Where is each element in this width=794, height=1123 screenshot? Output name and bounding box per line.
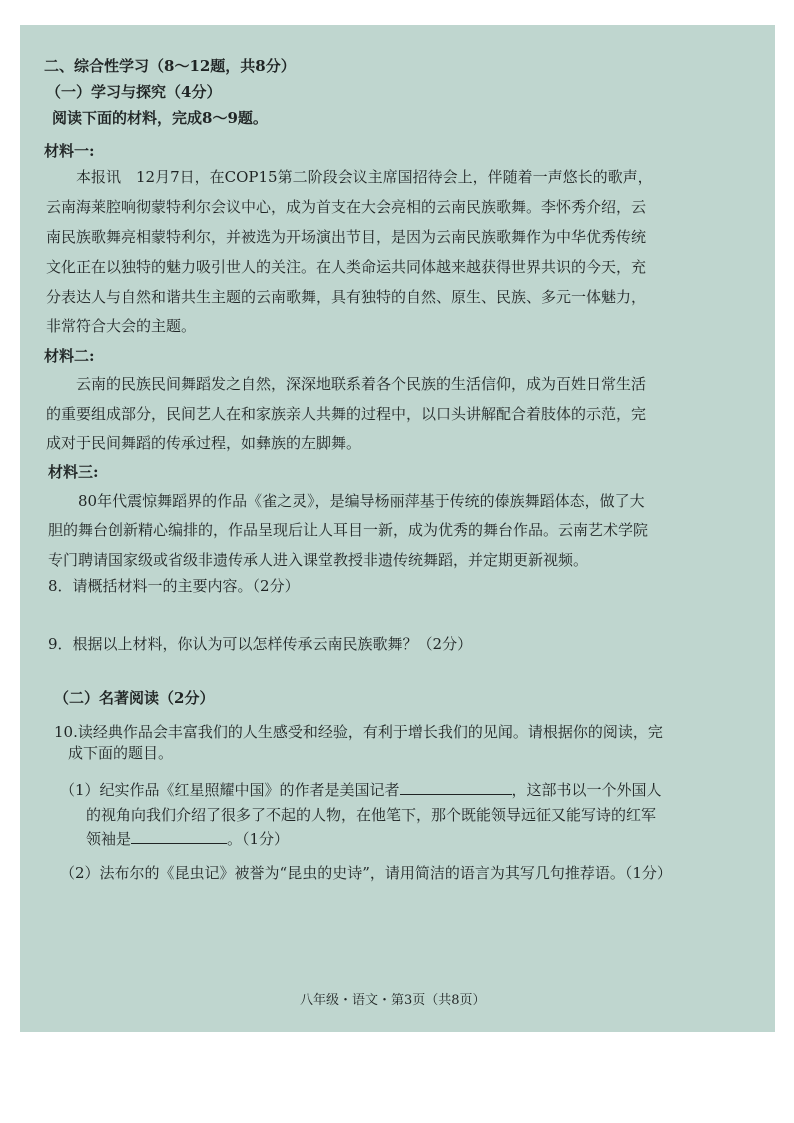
material-3-line: 专门聘请国家级或省级非遗传承人进入课堂教授非遗传统舞蹈，并定期更新视频。 [48,551,589,569]
answer-blank-author[interactable] [400,779,512,795]
material-2-label: 材料二: [44,347,95,365]
question-10-1 [60,779,662,800]
material-2-line: 的重要组成部分，民间艺人在和家族亲人共舞的过程中，以口头讲解配合着肢体的示范，完 [46,405,647,423]
question-10: 10.读经典作品会丰富我们的人生感受和经验，有利于增长我们的见闻。请根据你的阅读，完 [54,723,663,741]
material-3-line: 80年代震惊舞蹈界的作品《雀之灵》，是编导杨丽萍基于传统的傣族舞蹈体态，做了大 [78,492,645,510]
material-2-line: 云南的民族民间舞蹈发之自然，深深地联系着各个民族的生活信仰，成为百姓日常生活 [76,375,647,393]
part1-instruction: 阅读下面的材料，完成8～9题。 [52,109,268,127]
section-title: 二、综合性学习（8～12题，共8分） [44,57,296,75]
q10-1-text-c: 领袖是 [86,830,132,848]
material-3-label: 材料三: [48,463,99,481]
question-9: 9．根据以上材料，你认为可以怎样传承云南民族歌舞？（2分） [48,635,473,653]
question-10-2: （2）法布尔的《昆虫记》被誉为“昆虫的史诗”，请用简洁的语言为其写几句推荐语。（1分） [60,864,672,882]
material-1-line: 云南海莱腔响彻蒙特利尔会议中心，成为首支在大会亮相的云南民族歌舞。李怀秀介绍，云 [46,198,647,216]
material-1-line: 非常符合大会的主题。 [46,317,197,335]
material-3-line: 胆的舞台创新精心编排的，作品呈现后让人耳目一新，成为优秀的舞台作品。云南艺术学院 [48,521,649,539]
q10-1-text-b: ，这部书以一个外国人 [511,781,662,799]
question-10-cont: 成下面的题目。 [68,744,174,762]
question-8: 8．请概括材料一的主要内容。（2分） [48,577,300,595]
question-10-1-cont [86,828,289,849]
material-1-line: 南民族歌舞亮相蒙特利尔，并被选为开场演出节目，是因为云南民族歌舞作为中华优秀传统 [46,228,647,246]
question-10-1-cont: 的视角向我们介绍了很多了不起的人物，在他笔下，那个既能领导远征又能写诗的红军 [86,806,657,824]
answer-blank-leader[interactable] [131,828,227,844]
material-2-line: 成对于民间舞蹈的传承过程，如彝族的左脚舞。 [46,434,362,452]
material-1-line: 本报讯 12月7日，在COP15第二阶段会议主席国招待会上，伴随着一声悠长的歌声， [76,168,653,186]
q10-1-text-a: （1）纪实作品《红星照耀中国》的作者是美国记者 [60,781,400,799]
material-1-line: 文化正在以独特的魅力吸引世人的关注。在人类命运共同体越来越获得世界共识的今天，充 [46,258,647,276]
page-footer: 八年级・语文・第3页（共8页） [300,993,486,1008]
material-1-label: 材料一: [44,142,95,160]
part1-title: （一）学习与探究（4分） [46,83,222,101]
material-1-line: 分表达人与自然和谐共生主题的云南歌舞，具有独特的自然、原生、民族、多元一体魅力， [46,288,647,306]
part2-title: （二）名著阅读（2分） [54,689,215,707]
q10-1-text-d: 。（1分） [227,830,290,848]
